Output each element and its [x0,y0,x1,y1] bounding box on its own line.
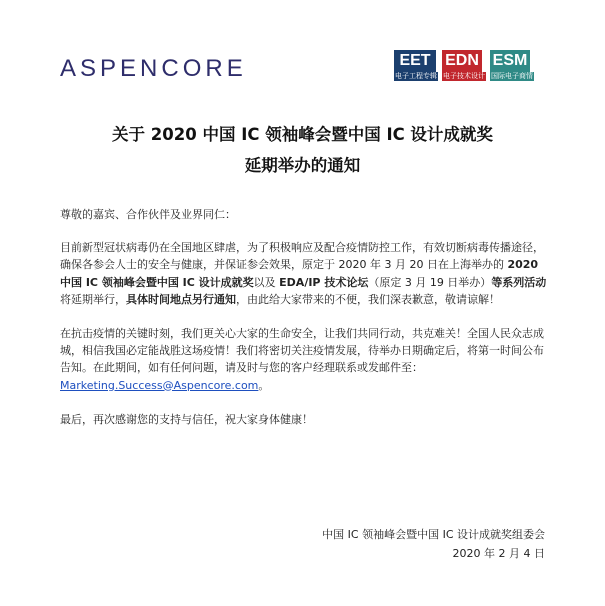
p1-series: 等系列活动 [491,275,547,289]
signature-org: 中国 IC 领袖峰会暨中国 IC 设计成就奖组委会 [322,528,545,541]
p1-event-name: 2020 中国 IC 领袖峰会暨中国 IC 设计成就奖 [60,258,539,289]
eet-logo [394,50,438,84]
brand-logos [394,50,534,84]
esm-logo [490,50,534,84]
notice-subtitle: 延期举办的通知 [244,156,361,175]
aspencore-logo: ASPENCORE [60,55,247,82]
esm-logo-mark: ESM [490,50,530,72]
p1-text-c: 以及 [253,275,280,289]
greeting: 尊敬的嘉宾、合作伙伴及业界同仁： [60,208,236,221]
edn-logo-mark: EDN [442,50,482,72]
p1-text-e: （原定 3 月 19 日举办） [368,275,492,289]
p1-text-a: 目前新型冠状病毒仍在全国地区肆虐，为了积极响应及配合疫情防控工作，有效切断病毒传播途径，确保各参会人士的安全与健康，并保证参会效果，原定于 2020 年 3 月 20 日在上海举办的 [60,241,544,272]
signature-date: 2020 年 2 月 4 日 [452,547,545,560]
notice-body [60,206,550,445]
paragraph-postponement [60,239,550,308]
eet-logo-subtitle: 电子工程专辑 [395,72,437,80]
esm-logo-subtitle: 国际电子商情 [491,72,533,80]
p1-text-g: 将延期举行， [60,292,126,306]
p1-text-i: ，由此给大家带来的不便，我们深表歉意，敬请谅解！ [236,292,500,306]
paragraph-closing: 最后，再次感谢您的支持与信任，祝大家身体健康！ [60,412,313,426]
edn-logo-subtitle: 电子技术设计 [443,72,485,80]
p1-time-tbd: 具体时间地点另行通知 [126,292,236,306]
eet-logo-mark: EET [394,50,436,72]
letterhead [0,0,605,100]
email-link[interactable]: Marketing.Success@Aspencore.com [60,378,259,392]
p2-text: 在抗击疫情的关键时刻，我们更关心大家的生命安全，让我们共同行动，共克难关！全国人民众志成城，相信我国必定能战胜这场疫情！我们将密切关注疫情发展，待举办日期确定后，将第一时间公布告知。在此期间，如有任何问题，请及时与您的客户经理联系或发邮件至： [60,327,544,375]
edn-logo [442,50,486,84]
email-tail: 。 [258,378,270,392]
signature-block [322,525,545,563]
paragraph-contact [60,325,550,394]
p1-forum-name: EDA/IP 技术论坛 [279,275,369,289]
notice-title: 关于 2020 中国 IC 领袖峰会暨中国 IC 设计成就奖 [112,125,493,144]
